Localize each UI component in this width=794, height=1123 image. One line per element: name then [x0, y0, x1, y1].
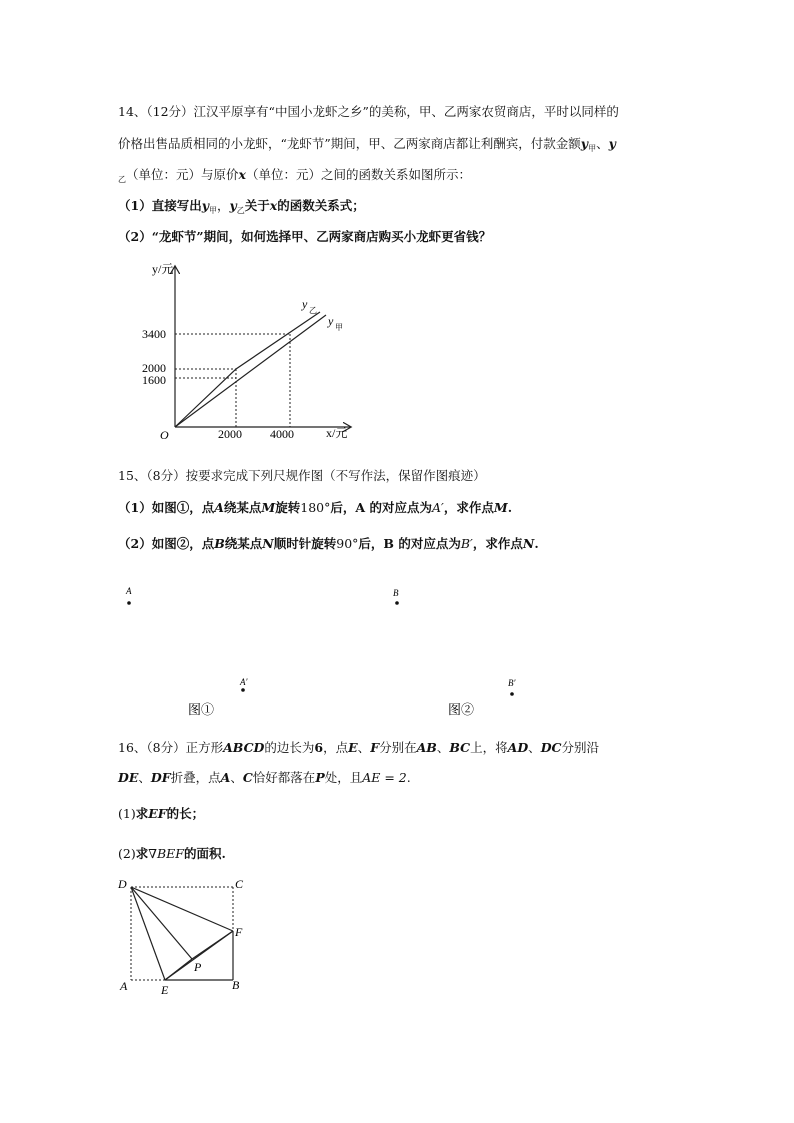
point-B-label: B	[393, 588, 399, 598]
sub-yi: 乙	[118, 175, 126, 184]
var-A: A	[220, 770, 231, 785]
segment-DF	[131, 887, 233, 931]
q14-line-3	[118, 167, 471, 188]
line-label-y: y	[328, 314, 334, 328]
line-label-yi: 乙	[309, 306, 317, 315]
q15-text: 绕某点	[224, 536, 263, 551]
var-y: y	[580, 136, 589, 151]
q16-text: 处，且	[324, 770, 363, 785]
var-y: y	[229, 198, 237, 213]
q14-part-1	[118, 198, 365, 219]
point-A	[127, 601, 131, 605]
q15-text: 后，A 的对应点为	[330, 500, 432, 515]
var-M: M	[493, 500, 508, 515]
q14-text: （单位：元）之间的函数关系如图所示：	[245, 167, 471, 182]
y-tick-3400: 3400	[142, 327, 166, 341]
var-AB: AB	[416, 740, 437, 755]
q16-text: 分别沿	[561, 740, 599, 755]
q15-text: （1）如图①，点	[118, 500, 215, 515]
q15-text: 顺时针旋转	[273, 536, 337, 551]
point-A-prime	[241, 688, 245, 692]
var-A: A	[214, 500, 224, 515]
q14-text: 价格出售品质相同的小龙虾，“龙虾节”期间，甲、乙两家商店都让利酬宾，付款金额	[118, 136, 581, 151]
var-N: N	[262, 536, 274, 551]
sub-jia: 甲	[208, 206, 217, 215]
q14-text: 14、（12分）江汉平原享有“中国小龙虾之乡”的美称，甲、乙两家农贸商店，平时以同样的	[118, 104, 619, 119]
var-BC: BC	[449, 740, 471, 755]
var-ABCD: ABCD	[223, 740, 265, 755]
point-B-prime	[510, 692, 514, 696]
q14-function-graph	[130, 255, 370, 445]
line-label-y: y	[302, 297, 308, 311]
var-P: P	[315, 770, 325, 785]
q15-line-1	[118, 468, 486, 484]
point-A-label: A	[126, 586, 132, 596]
point-E-label: E	[161, 983, 169, 997]
angle-180: 180°	[300, 500, 331, 515]
x-axis-label: x/元	[326, 426, 348, 440]
var-triangle-BEF: ∇BEF	[148, 846, 184, 861]
point-B-prime-label: B′	[508, 678, 516, 688]
punct: 、	[436, 740, 450, 755]
line-label-jia: 甲	[335, 323, 343, 332]
part-number: (1)	[118, 806, 136, 821]
var-B: B	[214, 536, 225, 551]
punct: .	[406, 770, 411, 785]
q16-text: 上，将	[470, 740, 508, 755]
var-x: x	[238, 167, 246, 182]
q16-line-2	[118, 770, 411, 786]
q14-text: （1）直接写出	[118, 198, 202, 213]
q14-text: （单位：元）与原价	[126, 167, 239, 182]
q15-text: 后，B 的对应点为	[358, 536, 461, 551]
punct: 、	[357, 740, 371, 755]
var-DC: DC	[540, 740, 562, 755]
var-x: x	[269, 198, 278, 213]
var-y: y	[201, 198, 209, 213]
point-B	[395, 601, 399, 605]
var-DE: DE	[118, 770, 139, 785]
q15-figures	[110, 580, 550, 720]
punct: .	[534, 536, 539, 551]
q14-line-1	[118, 104, 619, 120]
var-E: E	[348, 740, 358, 755]
var-C: C	[242, 770, 253, 785]
q15-text: ，求作点	[443, 500, 494, 515]
q16-text: 16、（8分）正方形	[118, 740, 224, 755]
q15-text: 旋转	[275, 500, 301, 515]
var-AD: AD	[507, 740, 529, 755]
eq-AE: AE = 2	[362, 770, 407, 785]
punct: ，	[216, 198, 230, 213]
var-B-prime: B′	[460, 536, 473, 551]
num-6: 6	[314, 740, 324, 755]
punct: 、	[230, 770, 243, 785]
var-y: y	[608, 136, 616, 151]
q16-text: 折叠，点	[170, 770, 221, 785]
angle-90: 90°	[336, 536, 359, 551]
line-y-jia	[175, 315, 326, 427]
q15-part-2	[118, 536, 539, 552]
q14-text: 关于	[244, 198, 270, 213]
q15-text: 绕某点	[223, 500, 262, 515]
y-axis-label: y/元	[152, 262, 174, 276]
q16-text: ，点	[323, 740, 349, 755]
q14-text: （2）“龙虾节”期间，如何选择甲、乙两家商店购买小龙虾更省钱？	[118, 229, 492, 244]
q16-text: 求	[135, 846, 149, 861]
var-EF: EF	[148, 806, 167, 821]
q16-text: 恰好都落在	[252, 770, 316, 785]
punct: .	[507, 500, 513, 515]
q16-text: 分别在	[379, 740, 417, 755]
punct: 、	[138, 770, 151, 785]
origin-label: O	[160, 428, 169, 442]
q16-text: 的边长为	[264, 740, 315, 755]
var-M: M	[261, 500, 276, 515]
q16-text: 求	[135, 806, 149, 821]
q14-part-2	[118, 229, 491, 245]
var-A-prime: A′	[431, 500, 444, 515]
q15-text: ，求作点	[472, 536, 523, 551]
point-F-label: F	[235, 925, 243, 939]
q14-line-2	[118, 136, 616, 157]
point-P-label: P	[194, 960, 202, 974]
y-tick-2000: 2000	[142, 361, 166, 375]
q16-part-1	[118, 806, 204, 822]
punct: 、	[596, 136, 609, 151]
x-tick-4000: 4000	[270, 427, 294, 441]
segment-DE	[131, 887, 165, 980]
q14-text: 的函数关系式；	[277, 198, 365, 213]
figure-1-caption: 图①	[188, 702, 215, 717]
q15-part-1	[118, 500, 512, 516]
segment-DP	[131, 887, 192, 959]
sub-yi: 乙	[236, 206, 245, 215]
vertex-C-label: C	[235, 877, 244, 891]
q15-text: 15、（8分）按要求完成下列尺规作图（不写作法，保留作图痕迹）	[118, 468, 486, 483]
y-tick-1600: 1600	[142, 373, 166, 387]
q16-part-2	[118, 846, 226, 862]
q15-text: （2）如图②，点	[118, 536, 215, 551]
q16-text: 的面积.	[183, 846, 226, 861]
var-DF: DF	[150, 770, 171, 785]
vertex-A-label: A	[120, 979, 128, 993]
punct: 、	[528, 740, 541, 755]
q16-text: 的长；	[166, 806, 205, 821]
sub-jia: 甲	[588, 144, 597, 153]
vertex-D-label: D	[118, 877, 127, 891]
x-tick-2000: 2000	[218, 427, 242, 441]
var-N: N	[522, 536, 535, 551]
part-number: (2)	[118, 846, 136, 861]
q16-square-figure	[112, 872, 257, 1002]
figure-2-caption: 图②	[448, 702, 475, 717]
var-F: F	[370, 740, 380, 755]
q16-line-1	[118, 740, 599, 756]
point-A-prime-label: A′	[240, 677, 248, 687]
vertex-B-label: B	[232, 978, 240, 992]
